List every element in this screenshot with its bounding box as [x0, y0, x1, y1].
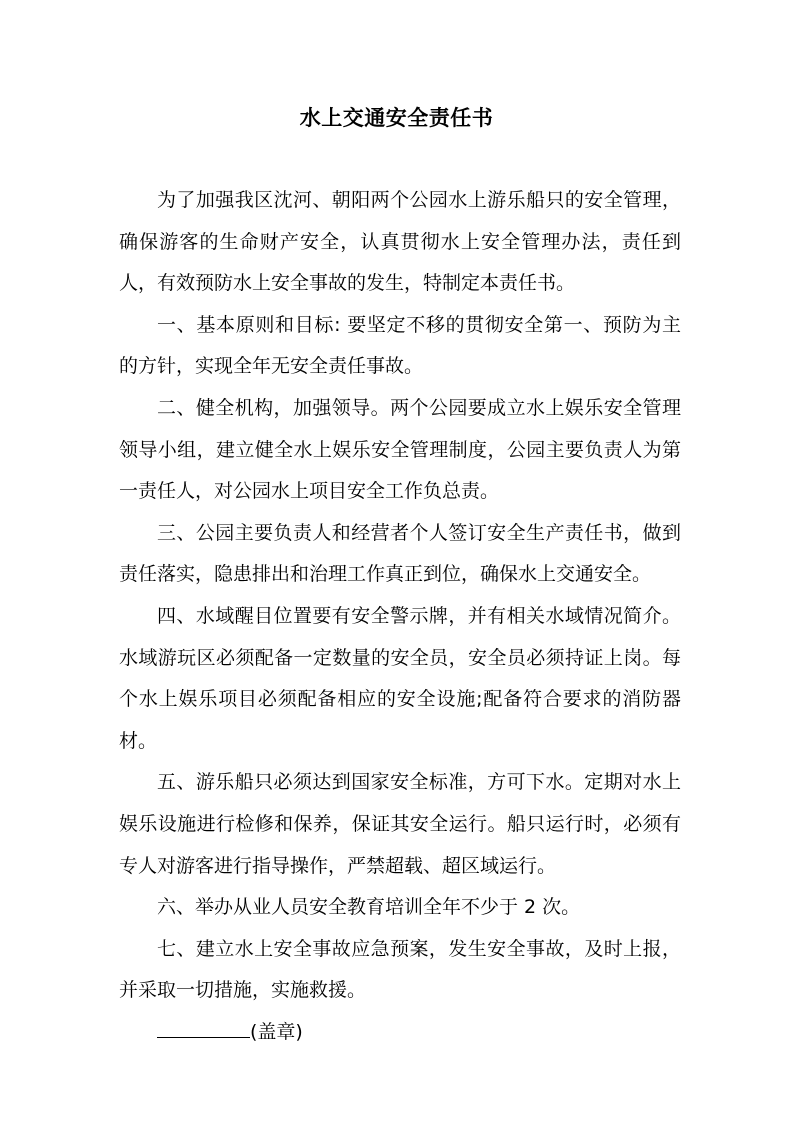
seal-label: (盖章) [250, 1020, 303, 1043]
paragraph-4-warning-signs: 四、水域醒目位置要有安全警示牌，并有相关水域情况简介。水域游玩区必须配备一定数量的安全员，安全员必须持证上岗。每个水上娱乐项目必须配备相应的安全设施;配备符合要求的消防器材。 [119, 604, 681, 752]
paragraph-7-emergency: 七、建立水上安全事故应急预案，发生安全事故，及时上报，并采取一切措施，实施救援。 [119, 937, 681, 1002]
seal-blank-line [157, 1019, 250, 1038]
paragraph-2-organization: 二、健全机构，加强领导。两个公园要成立水上娱乐安全管理领导小组，建立健全水上娱乐安全管理制度，公园主要负责人为第一责任人，对公园水上项目安全工作负总责。 [119, 396, 681, 503]
document-title: 水上交通安全责任书 [299, 106, 494, 130]
seal-line [119, 1012, 681, 1054]
paragraph-5-boat-standards: 五、游乐船只必须达到国家安全标准，方可下水。定期对水上娱乐设施进行检修和保养，保证其安全运行。船只运行时，必须有专人对游客进行指导操作，严禁超载、超区域运行。 [119, 771, 681, 877]
paragraph-6-training: 六、举办从业人员安全教育培训全年不少于 2 次。 [157, 896, 581, 919]
paragraph-1-principles: 一、基本原则和目标: 要坚定不移的贯彻安全第一、预防为主的方针，实现全年无安全责任事故。 [119, 313, 681, 378]
paragraph-3-responsibility: 三、公园主要负责人和经营者个人签订安全生产责任书，做到责任落实，隐患排出和治理工作真正到位，确保水上交通安全。 [119, 521, 681, 586]
document-body [119, 180, 681, 1053]
paragraph-intro: 为了加强我区沈河、朝阳两个公园水上游乐船只的安全管理，确保游客的生命财产安全，认真贯彻水上安全管理办法，责任到人，有效预防水上安全事故的发生，特制定本责任书。 [119, 189, 681, 295]
